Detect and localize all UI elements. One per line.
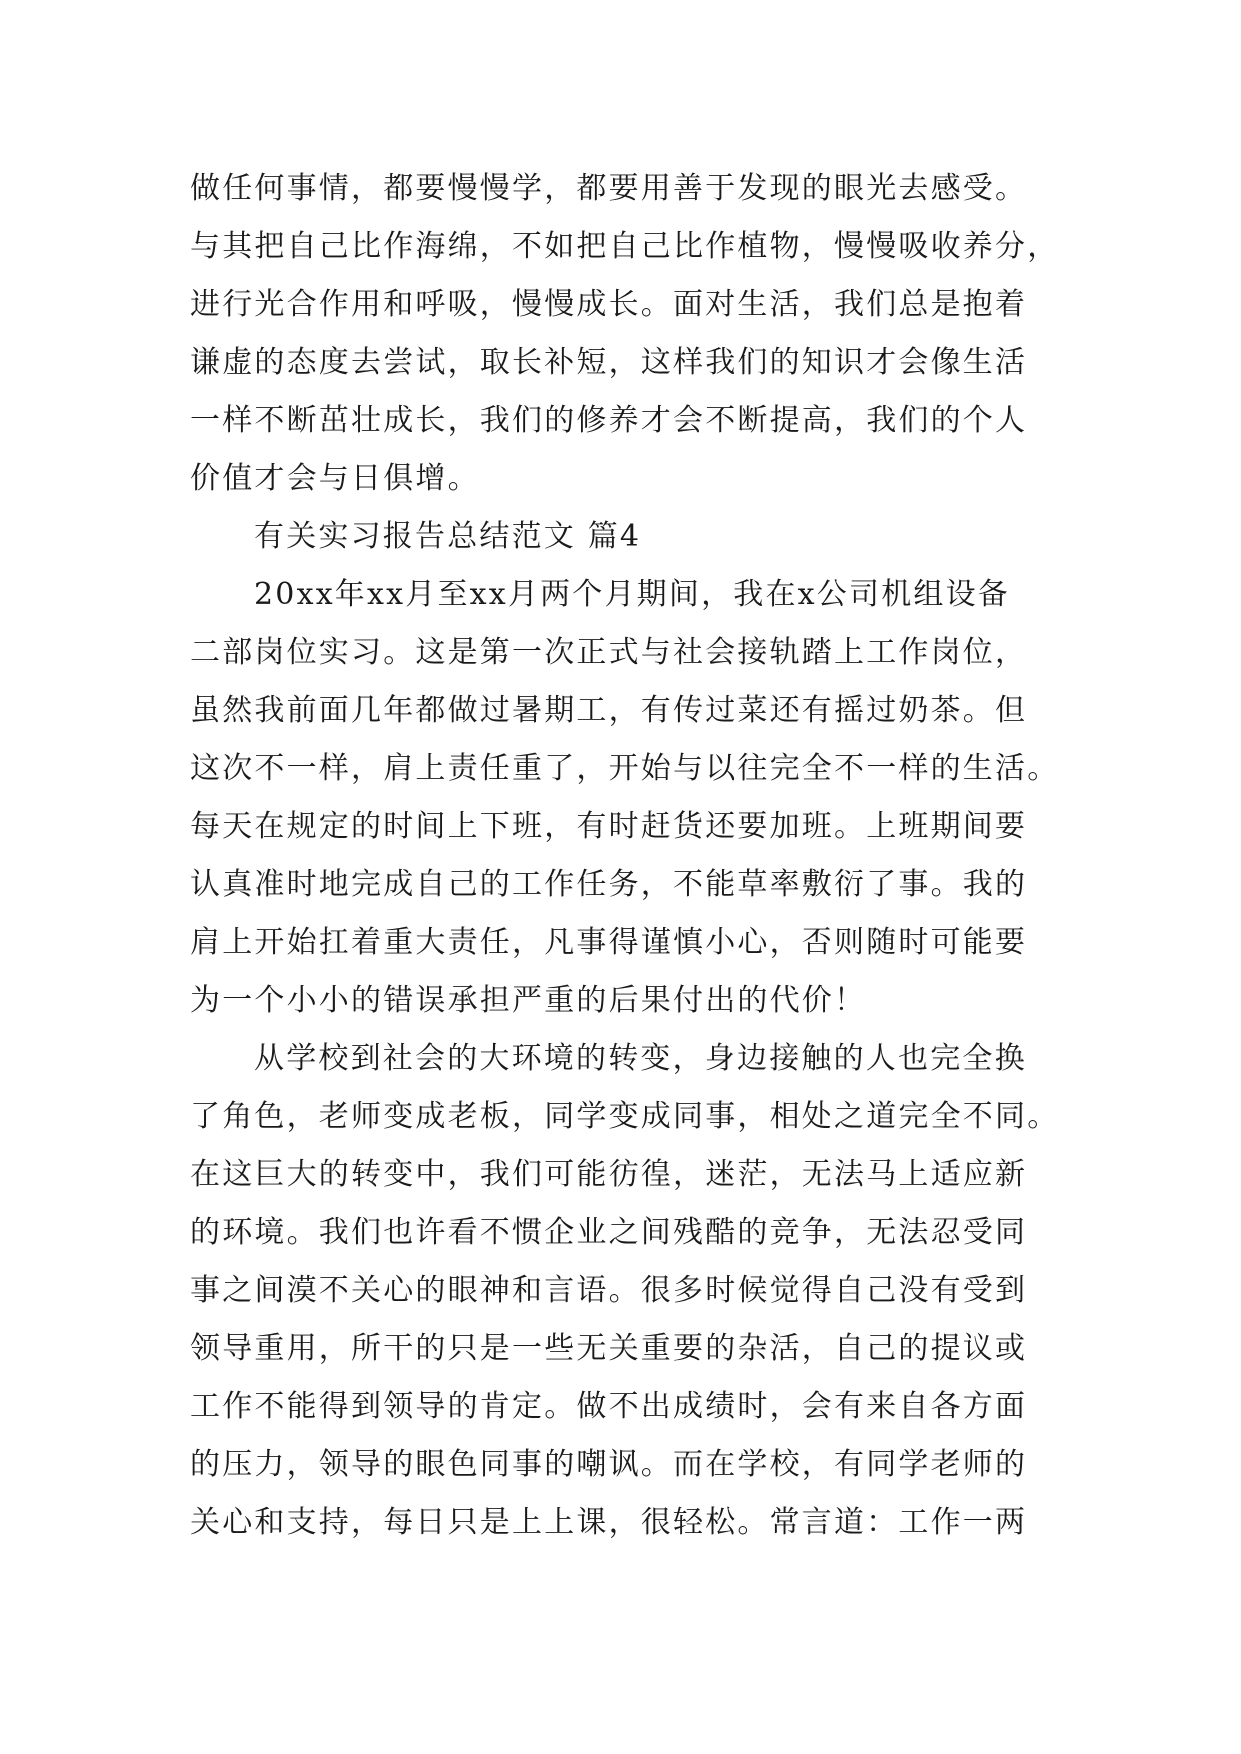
- body-text: [190, 160, 1070, 1552]
- section-heading: 有关实习报告总结范文 篇4: [254, 519, 642, 554]
- text-line: 虽然我前面几年都做过暑期工，有传过菜还有摇过奶茶。但: [190, 693, 1028, 728]
- text-line: 谦虚的态度去尝试，取长补短，这样我们的知识才会像生活: [190, 345, 1028, 380]
- text-line: 的环境。我们也许看不惯企业之间残酷的竞争，无法忍受同: [190, 1215, 1028, 1250]
- text-line: 了角色，老师变成老板，同学变成同事，相处之道完全不同。: [190, 1099, 1060, 1134]
- text-line: 工作不能得到领导的肯定。做不出成绩时，会有来自各方面: [190, 1389, 1028, 1424]
- text-line: 认真准时地完成自己的工作任务，不能草率敷衍了事。我的: [190, 867, 1028, 902]
- text-line: 二部岗位实习。这是第一次正式与社会接轨踏上工作岗位，: [190, 635, 1028, 670]
- text-line: 每天在规定的时间上下班，有时赶货还要加班。上班期间要: [190, 809, 1028, 844]
- text-line: 进行光合作用和呼吸，慢慢成长。面对生活，我们总是抱着: [190, 287, 1028, 322]
- text-line: 与其把自己比作海绵，不如把自己比作植物，慢慢吸收养分，: [190, 229, 1060, 264]
- text-line: 的压力，领导的眼色同事的嘲讽。而在学校，有同学老师的: [190, 1447, 1028, 1482]
- text-line: 做任何事情，都要慢慢学，都要用善于发现的眼光去感受。: [190, 171, 1028, 206]
- text-line: 20xx年xx月至xx月两个月期间，我在x公司机组设备: [254, 577, 1011, 612]
- text-line: 从学校到社会的大环境的转变，身边接触的人也完全换: [254, 1041, 1027, 1076]
- text-line: 关心和支持，每日只是上上课，很轻松。常言道：工作一两: [190, 1505, 1028, 1540]
- text-line: 在这巨大的转变中，我们可能彷徨，迷茫，无法马上适应新: [190, 1157, 1028, 1192]
- text-line: 领导重用，所干的只是一些无关重要的杂活，自己的提议或: [190, 1331, 1028, 1366]
- text-line: 肩上开始扛着重大责任，凡事得谨慎小心，否则随时可能要: [190, 925, 1028, 960]
- text-line: 事之间漠不关心的眼神和言语。很多时候觉得自己没有受到: [190, 1273, 1028, 1308]
- text-line: 为一个小小的错误承担严重的后果付出的代价！: [190, 983, 867, 1018]
- text-line: 价值才会与日俱增。: [190, 461, 480, 496]
- text-line: 这次不一样，肩上责任重了，开始与以往完全不一样的生活。: [190, 751, 1060, 786]
- text-line: 一样不断茁壮成长，我们的修养才会不断提高，我们的个人: [190, 403, 1028, 438]
